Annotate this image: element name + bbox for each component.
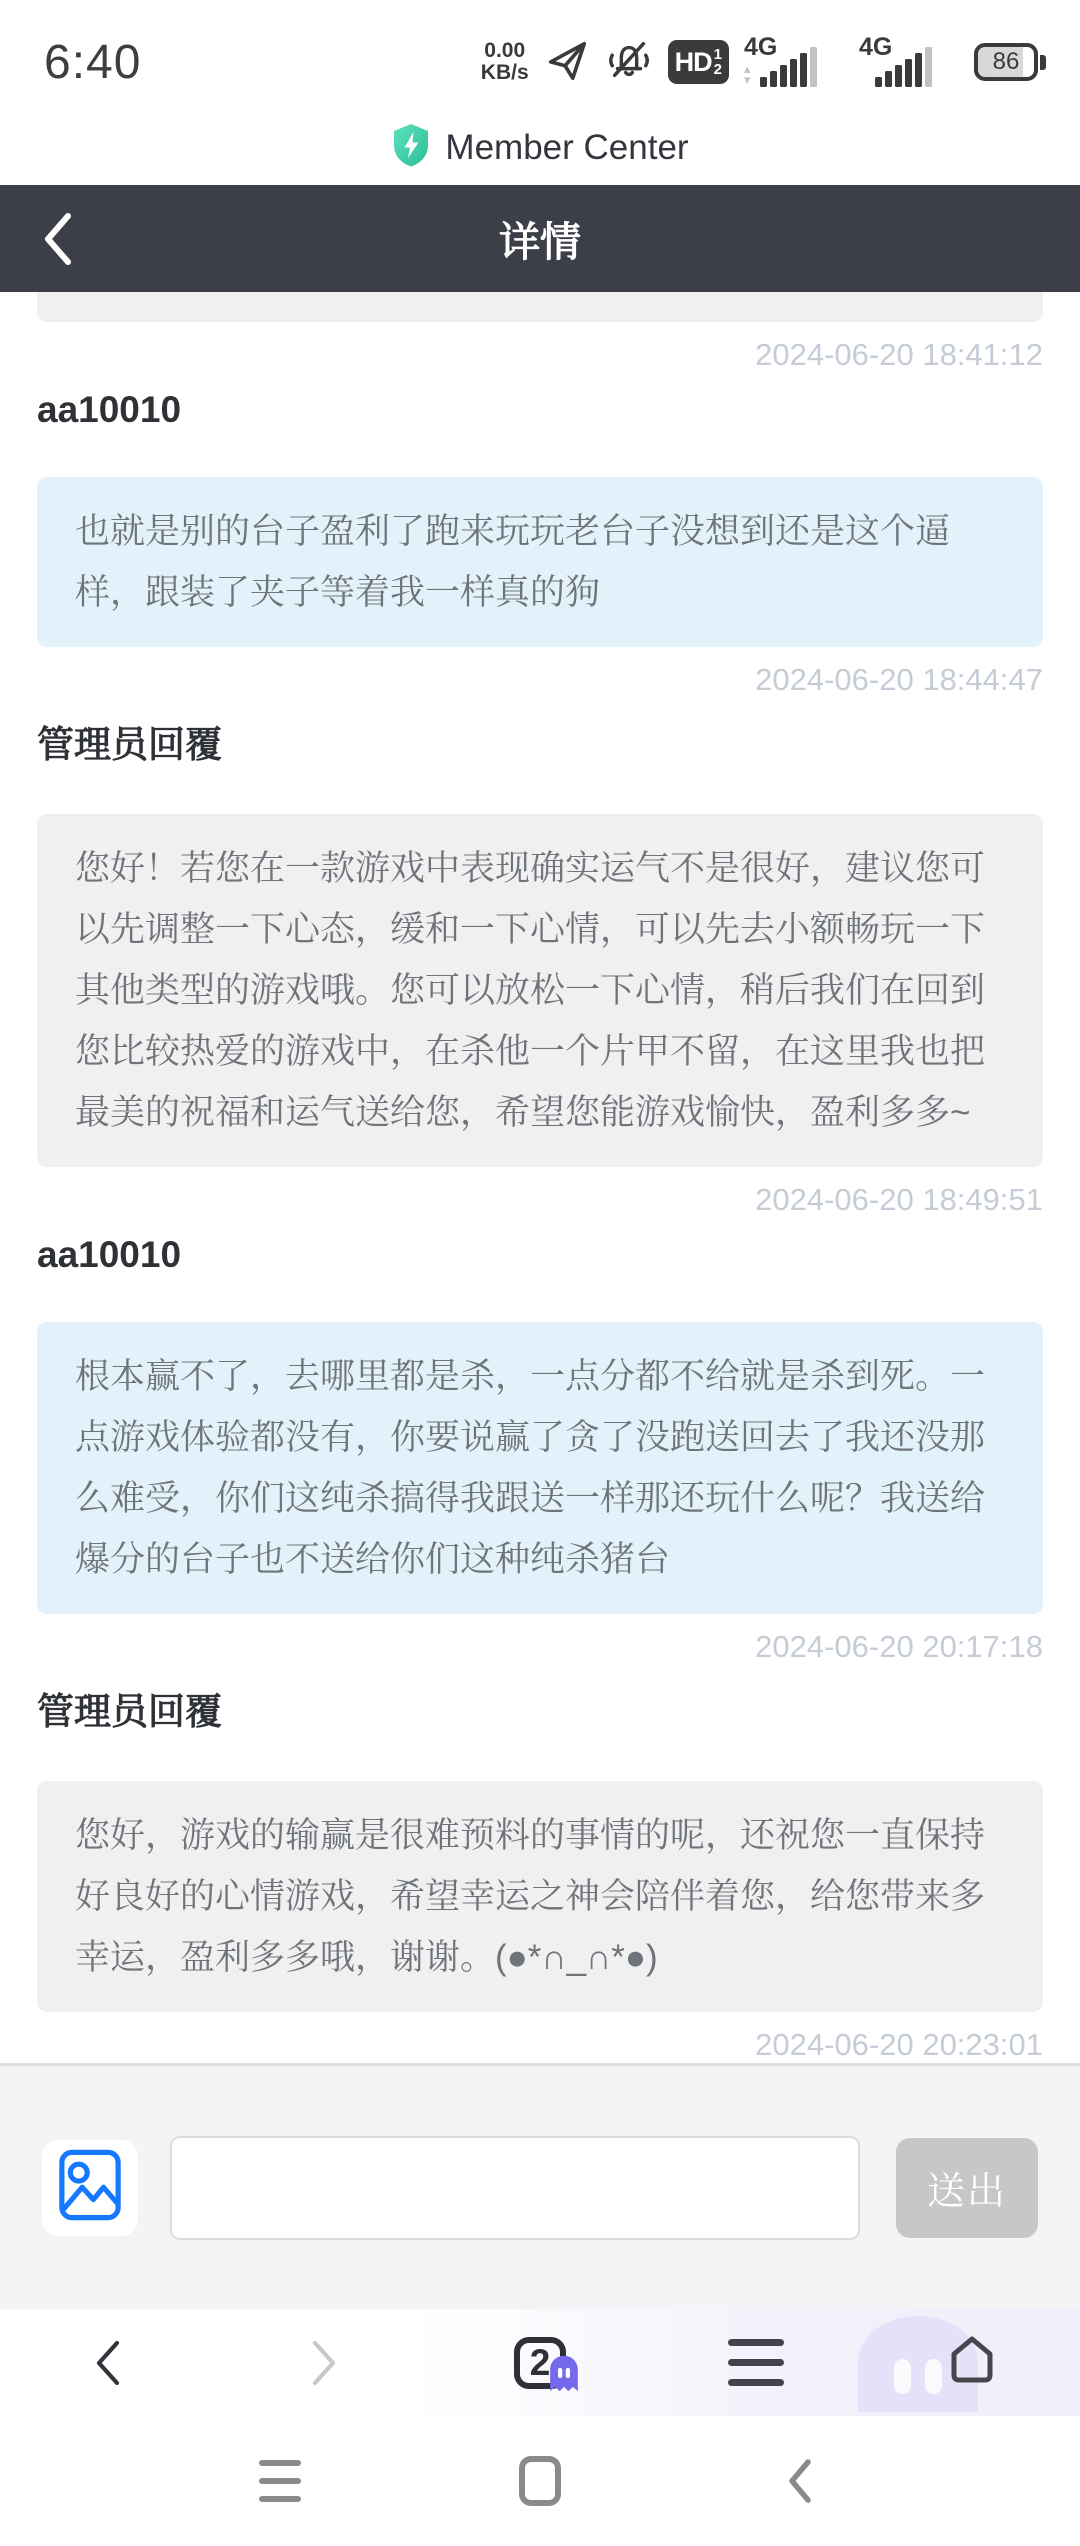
status-bar [0, 0, 1080, 110]
message-sender: aa10010 [37, 389, 182, 430]
mute-vibrate-icon [605, 37, 653, 88]
browser-toolbar [0, 2309, 1080, 2416]
tabs-icon [514, 2337, 566, 2389]
site-header [0, 110, 1080, 185]
tab-count: 2 [529, 2341, 551, 2383]
composer-bar [0, 2063, 1080, 2309]
message-sender: 管理员回覆 [37, 1691, 222, 1732]
shield-bolt-icon [391, 123, 431, 172]
hd-volte-badge: HD 1 2 [668, 40, 729, 84]
ghost-badge-icon [548, 2354, 580, 2397]
message-bubble-clipped [37, 292, 1043, 322]
data-activity-arrows: ▴ ▾ [744, 61, 751, 87]
message-timestamp: 2024-06-20 18:44:47 [755, 662, 1043, 697]
sim2-signal-icon: 4G [859, 35, 959, 89]
system-navigation-bar [0, 2416, 1080, 2546]
message-bubble-admin: 您好，游戏的输赢是很难预料的事情的呢，还祝您一直保持好良好的心情游戏，希望幸运之神会陪伴着您，给您带来多幸运，盈利多多哦，谢谢。(●*∩_∩*●) [37, 1781, 1043, 2012]
message-bubble-user: 根本赢不了，去哪里都是杀，一点分都不给就是杀到死。一点游戏体验都没有，你要说赢了贪了没跑送回去了我还没那么难受，你们这纯杀搞得我跟送一样那还玩什么呢？我送给爆分的台子也不送给你们这种纯杀猪台 [37, 1322, 1043, 1614]
message-bubble-user: 也就是别的台子盈利了跑来玩玩老台子没想到还是这个逼样，跟装了夹子等着我一样真的狗 [37, 477, 1043, 647]
status-time: 6:40 [44, 35, 142, 89]
back-button[interactable] [40, 210, 100, 268]
picture-icon [54, 2149, 126, 2226]
battery-icon [974, 43, 1046, 81]
message-sender: aa10010 [37, 1234, 182, 1275]
network-speed-unit: KB/s [480, 61, 529, 84]
message-timestamp: 2024-06-20 20:23:01 [755, 2027, 1043, 2062]
attach-image-button[interactable] [42, 2140, 138, 2236]
location-arrow-icon [544, 37, 590, 88]
network-speed-value: 0.00 [484, 39, 526, 62]
site-title: Member Center [445, 127, 689, 167]
send-button[interactable]: 送出 [896, 2138, 1038, 2238]
message-input[interactable] [170, 2136, 860, 2240]
browser-forward-button[interactable] [216, 2309, 432, 2416]
system-back-button[interactable] [770, 2457, 830, 2505]
message-sender: 管理员回覆 [37, 724, 222, 765]
app-navbar [0, 185, 1080, 292]
menu-icon [728, 2339, 784, 2386]
browser-back-button[interactable] [0, 2309, 216, 2416]
home-icon [945, 2333, 999, 2392]
sim1-signal-icon: 4G ▴ ▾ [744, 35, 844, 89]
page-title: 详情 [499, 219, 581, 265]
message-bubble-admin: 您好！若您在一款游戏中表现确实运气不是很好，建议您可以先调整一下心态，缓和一下心情，可以先去小额畅玩一下其他类型的游戏哦。您可以放松一下心情，稍后我们在回到您比较热爱的游戏中，在杀他一个片甲不留，在这里我也把最美的祝福和运气送给您，希望您能游戏愉快，盈利多多~ [37, 814, 1043, 1167]
status-icons [481, 35, 1046, 89]
network-speed [481, 40, 529, 84]
battery-percent: 86 [974, 43, 1038, 81]
chevron-left-icon [786, 2457, 814, 2505]
message-timestamp: 2024-06-20 20:17:18 [755, 1629, 1043, 1664]
message-timestamp: 2024-06-20 18:41:12 [755, 337, 1043, 372]
menu-icon [259, 2460, 301, 2502]
system-home-button[interactable] [510, 2456, 570, 2506]
browser-tabs-button[interactable] [432, 2309, 648, 2416]
home-square-icon [519, 2456, 561, 2506]
browser-menu-button[interactable] [648, 2309, 864, 2416]
chat-thread [0, 292, 1080, 2063]
system-menu-button[interactable] [250, 2460, 310, 2502]
browser-home-button[interactable] [864, 2309, 1080, 2416]
message-timestamp: 2024-06-20 18:49:51 [755, 1182, 1043, 1217]
